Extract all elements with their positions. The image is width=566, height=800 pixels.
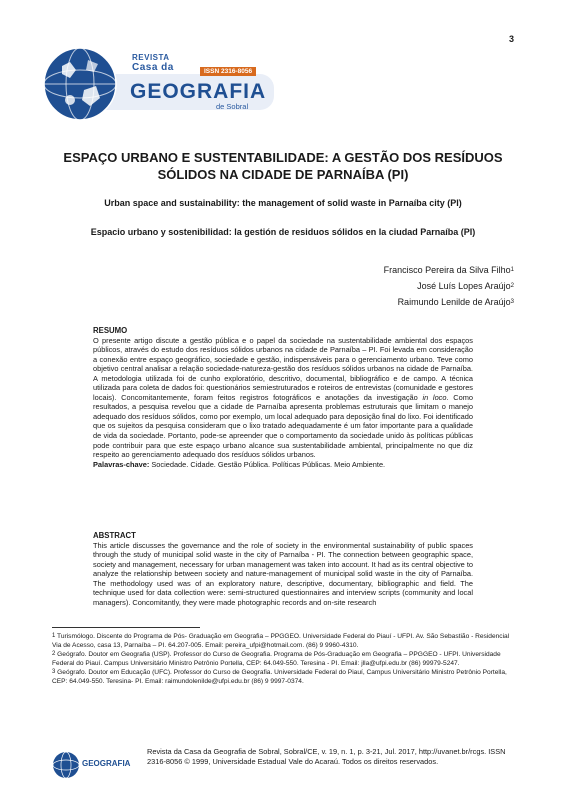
footnote-2: 2 Geógrafo. Doutor em Geografia (USP). Professor do Curso de Geografia. Programa de Pós-Graduação em Geografia – PPGGEO - UFPI. Universidade Federal do Piauí. Campus Universitário Ministro Petrônio Portella, CEP: 64.049-550. Teresina - PI. Email: jlla@ufpi.edu.br (86) 99979-5247. — [52, 651, 501, 668]
abstract-body: This article discusses the governance and the role of society in the environmental sustainability of public spaces through the study of municipal solid waste in the city of Parnaíba - PI. The connection between geographic space, society and management, necessary for urban management was taken into account. It had as its central objective to analyze the relationship between society and nature-management of municipal solid waste in the city of Parnaíba. The methodology used was of an exploratory nature, descriptive, documentary, bibliographic and field. The technique used for data collection were: semi-structured questionnaires and interview scripts (community and local managers). Concomitantly, they were made photographic records and on-site research — [93, 540, 474, 607]
logo-revista: REVISTA Casa da — [132, 53, 174, 73]
resumo-heading: RESUMO — [93, 326, 128, 335]
keywords: Palavras-chave: Sociedade. Cidade. Gestão Pública. Políticas Públicas. Meio Ambiente. — [93, 459, 386, 469]
abstract-heading: ABSTRACT — [93, 531, 136, 540]
logo-de-sobral: de Sobral — [216, 102, 249, 111]
article-title: ESPAÇO URBANO E SUSTENTABILIDADE: A GESTÃO DOS RESÍDUOS SÓLIDOS NA CIDADE DE PARNAÍBA (PI) — [63, 150, 503, 182]
footer-globe-icon — [52, 751, 80, 779]
journal-logo — [40, 40, 270, 130]
footer-logo — [52, 749, 132, 783]
resumo-body: O presente artigo discute a gestão pública e o papel da sociedade na sustentabilidade ambiental dos espaços públicos, através do estudo dos resíduos sólidos urbanos na cidade de Parnaíba – PI. Foi levada em consideração a conexão entre espaço geográfico, sociedade e gestão, indispensáveis para o gerenciamento urbano. Teve como objetivo central analisar a relação sociedade-natureza-gestão dos resíduos sólidos urbanos na cidade de Parnaíba. A metodologia utilizada foi de cunho exploratório, descritivo, documental, bibliográfico e de campo. A técnica utilizada para coleta de dados foi: questionários semiestruturados e roteiros de entrevistas (comunidade e gestores locais). Concomitantemente, foram feitos registros fotográficos e anotações da investigação in loco. Como resultados, a pesquisa revelou que a cidade de Parnaíba apresenta problemas estruturais que limitam o manejo adequado dos resíduos sólidos, como por exemplo, um local adequado para deposição final do lixo. Foi identificado que os sujeitos da pesquisa consideram que o lixo tratado adequadamente é um fator importante para a qualidade de vida da sociedade. Portanto, pode-se apreender que o comportamento da sociedade unido às políticas públicas pode contribuir para que este espaço urbano alcance sua sustentabilidade ambiental, principalmente no que diz respeito ao gerenciamento adequado dos resíduos sólidos urbanos. — [93, 335, 473, 460]
resumo-section — [93, 326, 473, 469]
author-list — [384, 262, 514, 310]
author-1: Francisco Pereira da Silva Filho$^1$ — [383, 265, 514, 275]
globe-icon — [40, 44, 120, 124]
subtitle-spanish: Espacio urbano y sostenibilidad: la gestión de residuos sólidos en la ciudad Parnaíba (PI) — [90, 227, 476, 237]
author-2: José Luís Lopes Araújo$^2$ — [417, 281, 514, 291]
page-number: 3 — [508, 34, 514, 44]
abstract-section — [93, 531, 473, 607]
author-3: Raimundo Lenilde de Araújo$^3$ — [397, 297, 514, 307]
footnote-rule — [52, 627, 200, 628]
footer-logo-text: GEOGRAFIA — [82, 759, 131, 768]
footnote-3: 3 Geógrafo. Doutor em Educação (UFC). Professor do Curso de Geografia. Universidade Federal do Piauí, Campus Universitário Ministro Petrônio Portella, CEP: 64.049-550. Teresina- PI. Email: raimundolenilde@ufpi.edu.br (86) 9 9997-0374. — [52, 669, 507, 686]
footnote-1: 1 Turismólogo. Discente do Programa de Pós- Graduação em Geografia – PPGGEO. Universidade Federal do Piauí - UFPI. Av. São Sebastião - Residencial Via de Acesso, casa 13, Parnaíba – PI. 64.207-005. Email: pereira_ufpi@hotmail.com. (86) 9 9960-4310. — [52, 633, 510, 650]
footnotes — [52, 632, 514, 687]
logo-issn: ISSN 2316-8056 — [200, 67, 256, 76]
subtitle-english: Urban space and sustainability: the management of solid waste in Parnaíba city (PI) — [104, 198, 462, 208]
logo-geografia: GEOGRAFIA — [130, 80, 267, 103]
footer-citation: Revista da Casa da Geografia de Sobral, Sobral/CE, v. 19, n. 1, p. 3-21, Jul. 2017, http://uvanet.br/rcgs. ISSN 2316-8056 © 1999, Universidade Estadual Vale do Acaraú. Todos os direitos reservados. — [147, 747, 506, 766]
